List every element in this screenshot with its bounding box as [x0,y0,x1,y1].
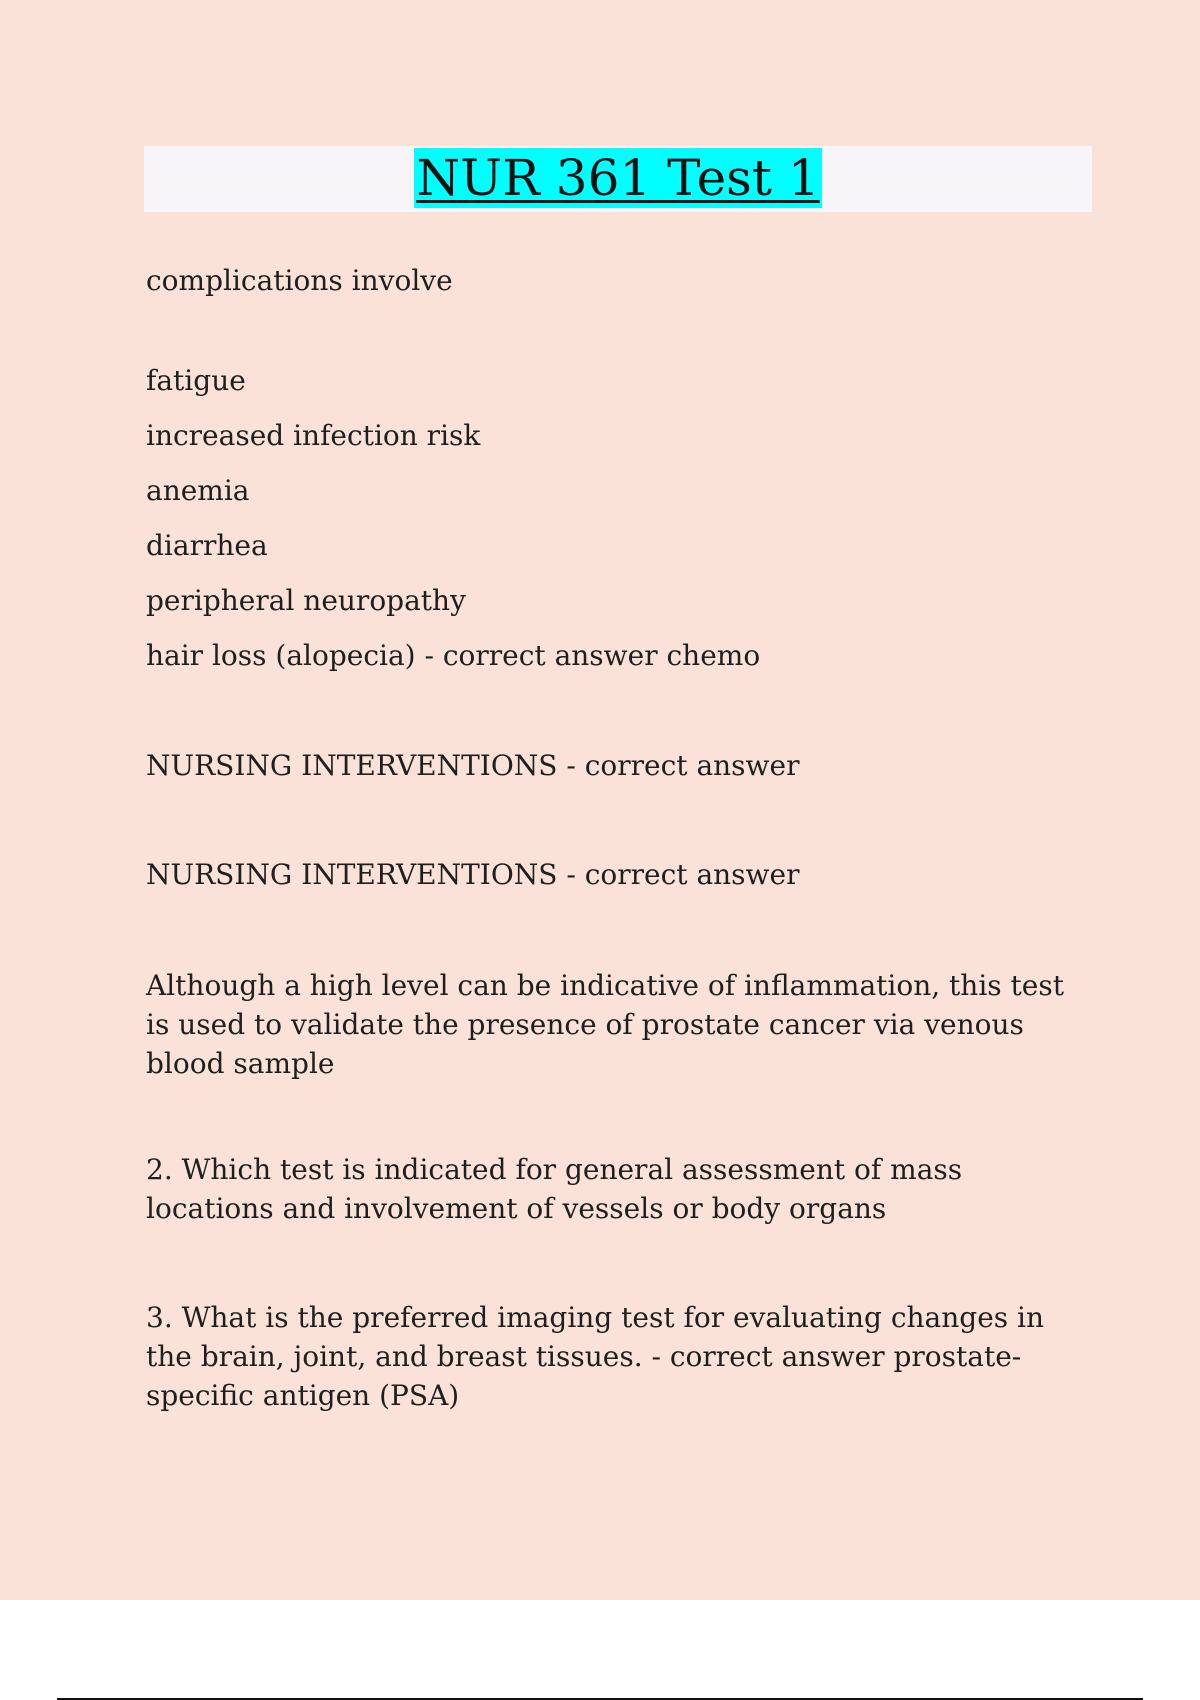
text-line-diarrhea: diarrhea [146,529,268,562]
text-line-complications: complications involve [146,264,453,297]
page-title: NUR 361 Test 1 [416,149,820,207]
text-line-nursing-interventions-2: NURSING INTERVENTIONS - correct answer [146,858,800,891]
text-line-neuropathy: peripheral neuropathy [146,584,466,617]
paragraph-question-3: 3. What is the preferred imaging test for evaluating changes in the brain, joint, and breast tissues. - correct answer prostate-specific antigen (PSA) [146,1301,1045,1412]
paragraph-psa-description: Although a high level can be indicative of inflammation, this test is used to validate the presence of prostate cancer via venous blood sample [146,969,1064,1080]
text-line-nursing-interventions-1: NURSING INTERVENTIONS - correct answer [146,749,800,782]
paragraph-question-2: 2. Which test is indicated for general assessment of mass locations and involvement of vessels or body organs [146,1153,963,1225]
text-line-fatigue: fatigue [146,364,246,397]
document-body [146,262,1086,1415]
title-bar [144,146,1092,212]
text-line-hair-loss: hair loss (alopecia) - correct answer chemo [146,639,761,672]
text-line-anemia: anemia [146,474,250,507]
text-line-infection-risk: increased infection risk [146,419,481,452]
